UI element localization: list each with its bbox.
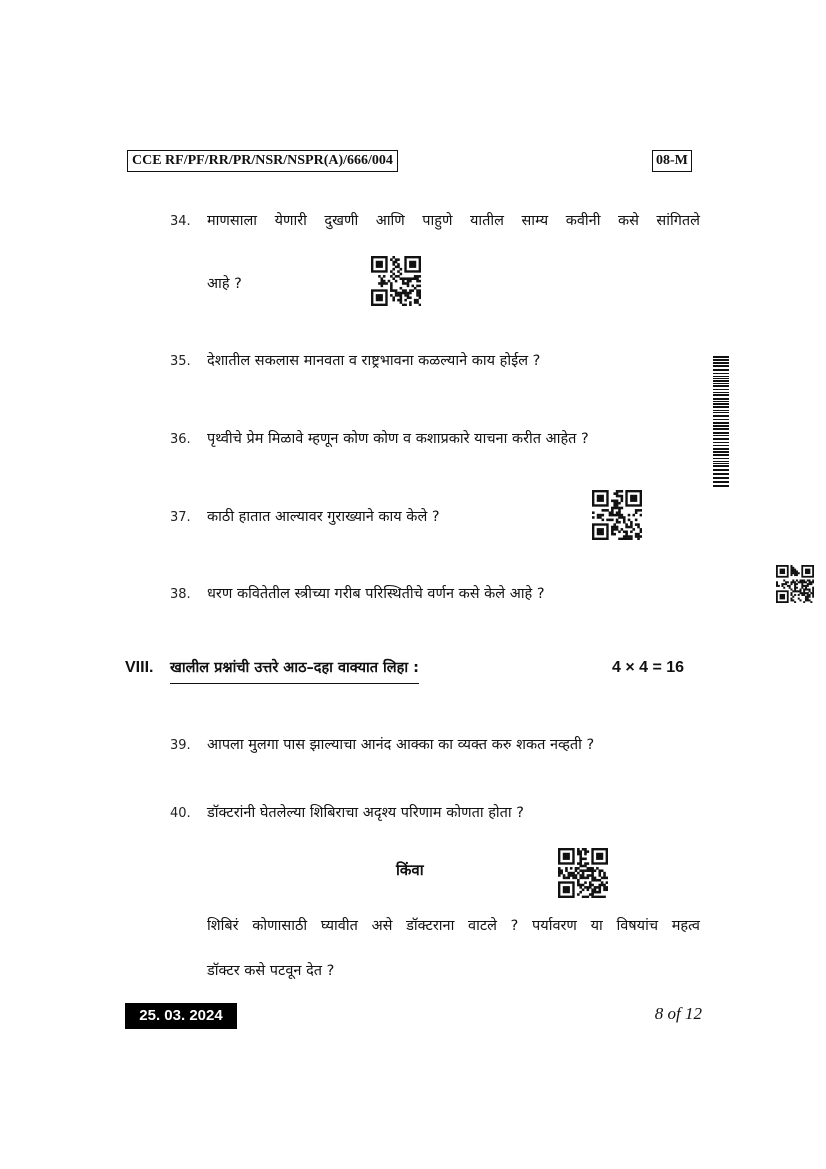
barcode-icon [713, 356, 729, 491]
or-label: किंवा [396, 861, 424, 879]
question-text: काठी हातात आल्यावर गुराख्याने काय केले ? [207, 509, 440, 525]
question-text: पृथ्वीचे प्रेम मिळावे म्हणून कोण कोण व कशाप्रकारे याचना करीत आहेत ? [207, 431, 589, 447]
qr-code-icon [592, 490, 642, 540]
question-text-continued: आहे ? [207, 276, 242, 292]
qr-code-icon [558, 848, 608, 898]
subject-code: 08-M [652, 150, 692, 172]
question-text: देशातील सकलास मानवता व राष्ट्रभावना कळल्याने काय होईल ? [207, 353, 541, 369]
question-text: माणसाला येणारी दुखणी आणि पाहुणे यातील साम्य कवीनी कसे सांगितले [207, 213, 700, 229]
alternate-question-text-continued: डॉक्टर कसे पटवून देत ? [207, 963, 335, 979]
question-number: 38. [170, 587, 191, 602]
section-number: VIII. [125, 659, 154, 676]
question-number: 39. [170, 738, 191, 753]
alternate-question-text: शिबिरं कोणासाठी घ्यावीत असे डॉक्टराना वाटले ? पर्यावरण या विषयांच महत्व [207, 918, 700, 934]
section-title: खालील प्रश्नांची उत्तरे आठ–दहा वाक्यात लिहा : [170, 657, 419, 684]
question-text: धरण कवितेतील स्त्रीच्या गरीब परिस्थितीचे वर्णन कसे केले आहे ? [207, 586, 545, 602]
question-number: 35. [170, 354, 191, 369]
question-number: 36. [170, 432, 191, 447]
question-text: आपला मुलगा पास झाल्याचा आनंद आक्का का व्यक्त करु शकत नव्हती ? [207, 737, 595, 753]
question-text: डॉक्टरांनी घेतलेल्या शिबिराचा अदृश्य परिणाम कोणता होता ? [207, 805, 524, 821]
question-number: 34. [170, 214, 191, 229]
section-marks: 4 × 4 = 16 [612, 659, 685, 676]
page-number: 8 of 12 [654, 1004, 702, 1023]
paper-code: CCE RF/PF/RR/PR/NSR/NSPR(A)/666/004 [127, 150, 398, 172]
qr-code-icon [371, 256, 421, 306]
question-number: 40. [170, 806, 191, 821]
qr-code-icon [776, 565, 814, 603]
question-number: 37. [170, 510, 191, 525]
exam-date-badge: 25. 03. 2024 [125, 1003, 237, 1029]
